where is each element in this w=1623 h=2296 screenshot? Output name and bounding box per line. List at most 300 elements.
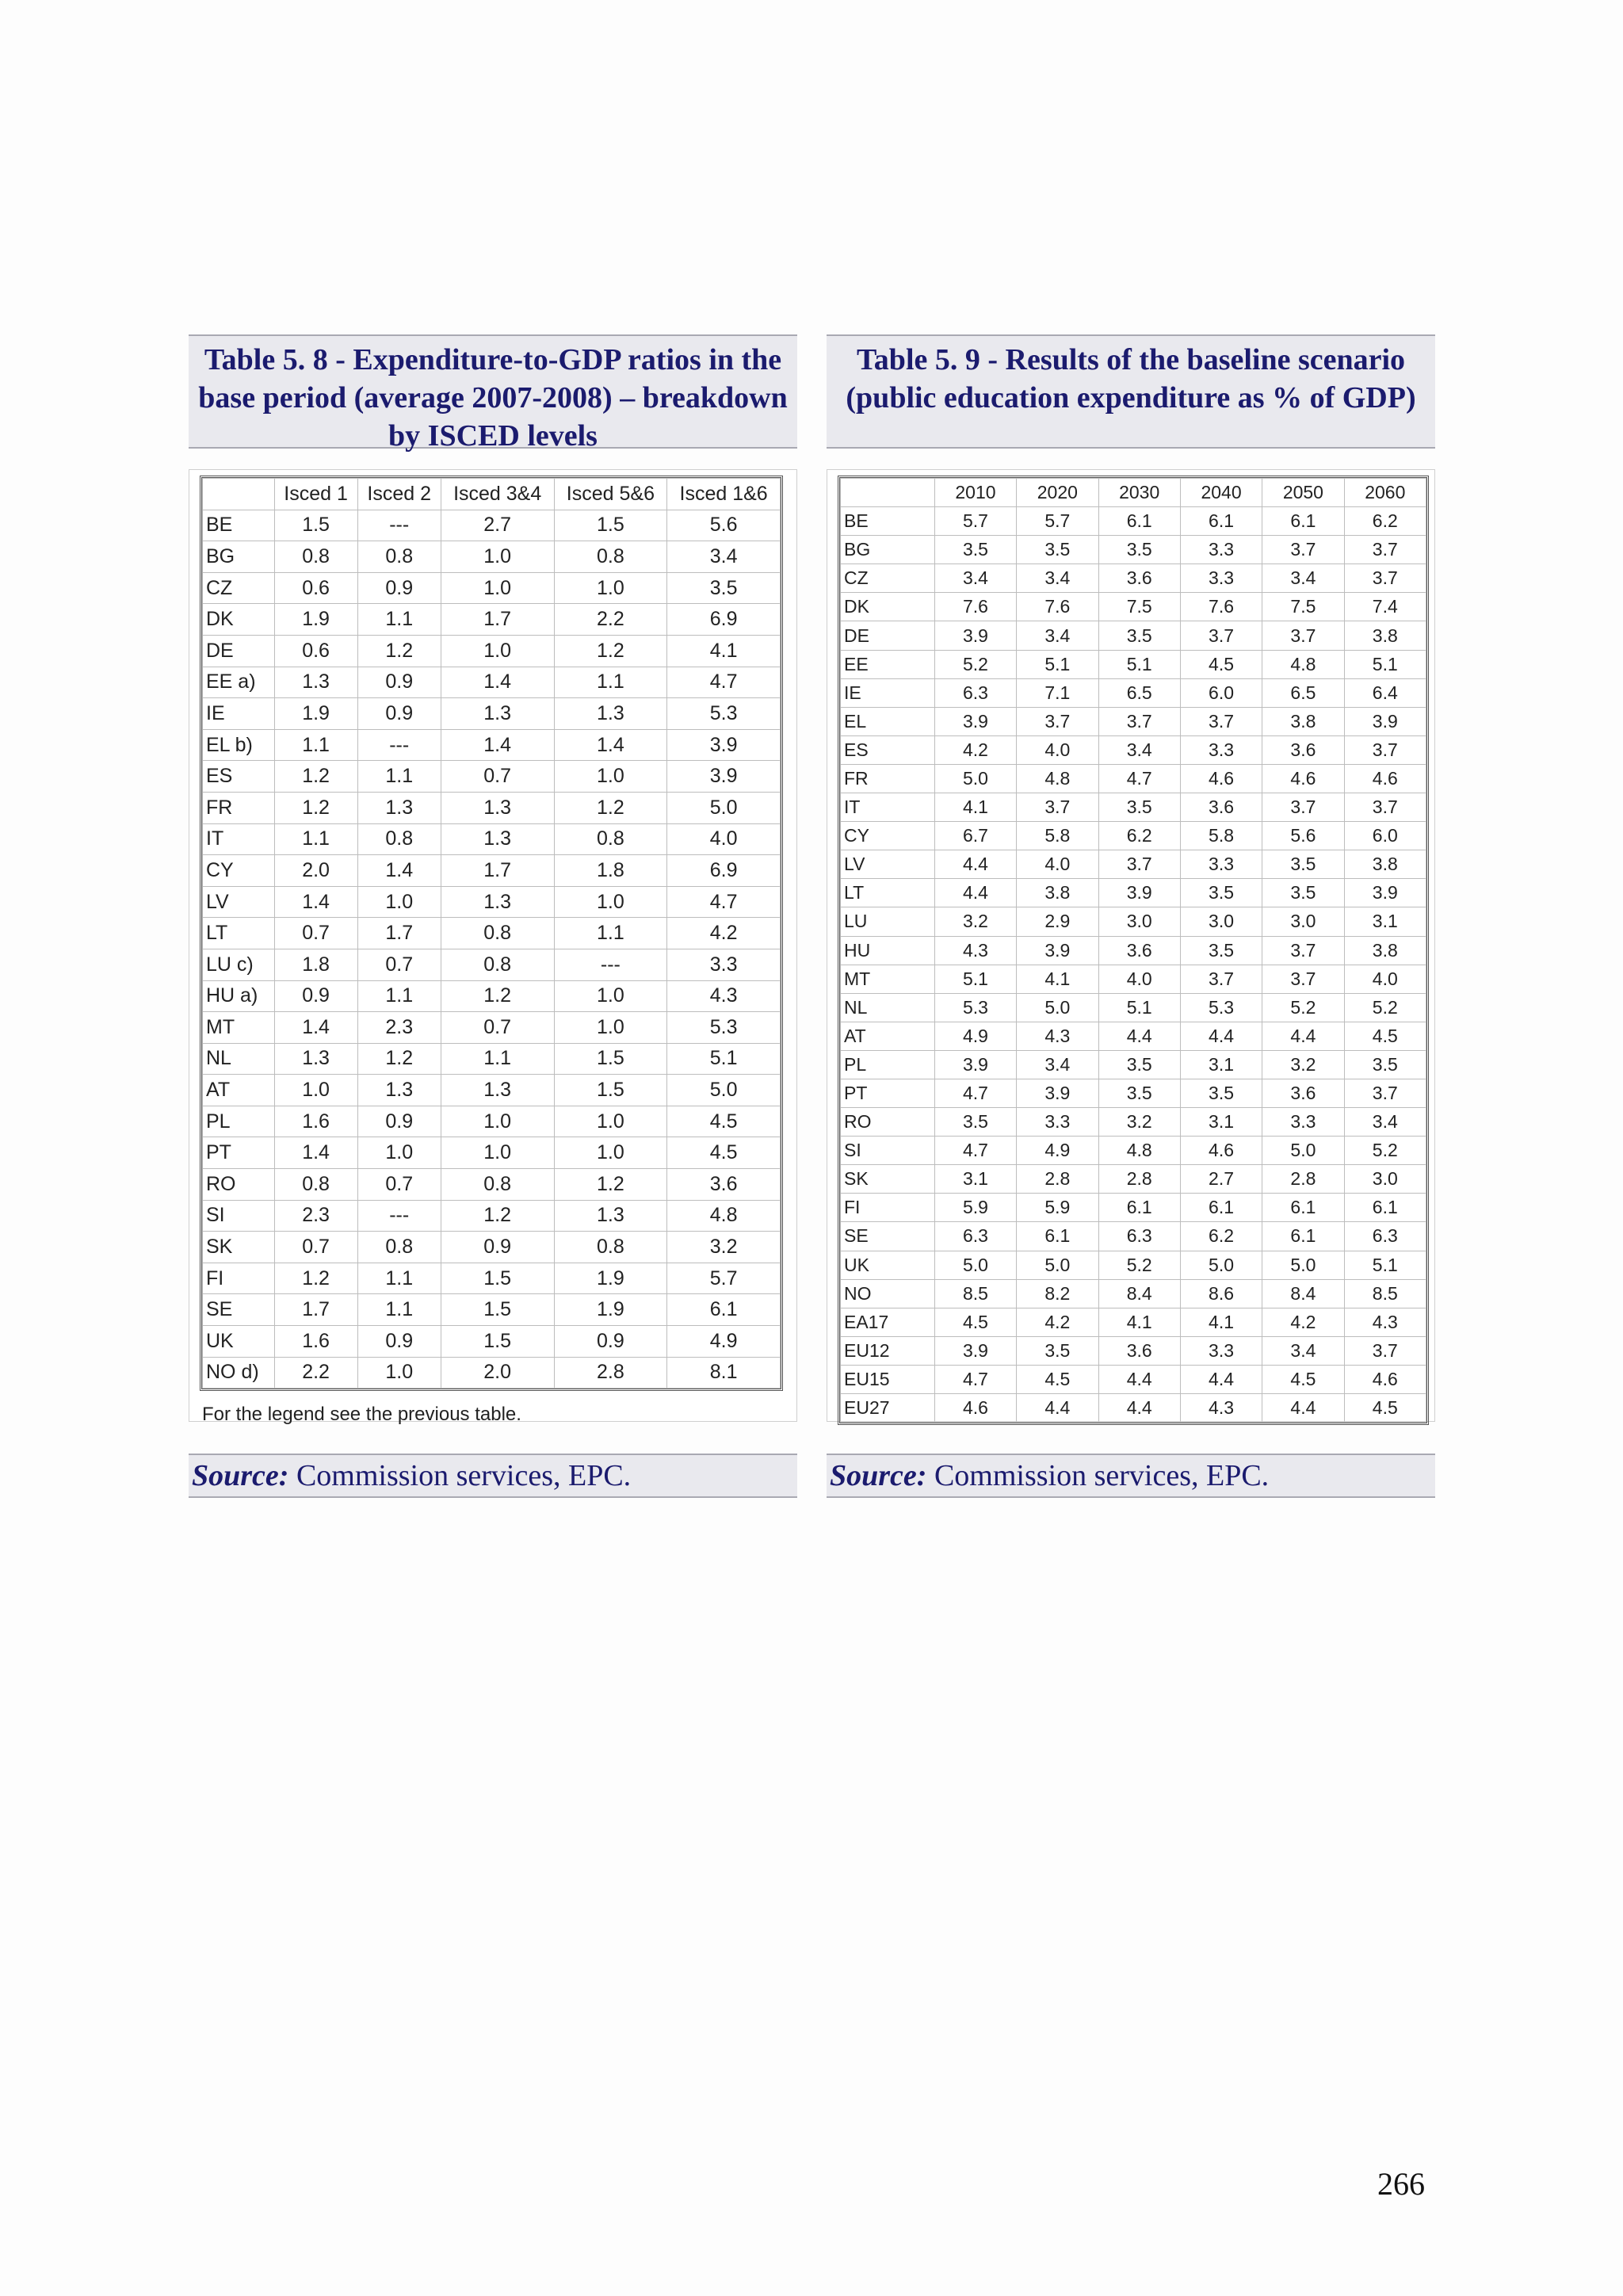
table-row [203, 918, 781, 949]
row-label-cell: FR [841, 764, 935, 793]
value-cell: 3.5 [1262, 879, 1344, 907]
value-cell: 1.5 [554, 1075, 667, 1106]
source-label: Source: [830, 1459, 927, 1492]
value-cell: 5.2 [1344, 1137, 1426, 1165]
value-cell: 4.9 [1017, 1137, 1098, 1165]
value-cell: 6.0 [1344, 822, 1426, 850]
table-row [841, 507, 1426, 536]
value-cell: 3.3 [1180, 1336, 1262, 1365]
value-cell: 5.9 [1017, 1194, 1098, 1222]
row-label-cell: LT [203, 918, 275, 949]
row-label-cell: HU [841, 936, 935, 965]
value-cell: 3.5 [1017, 1336, 1098, 1365]
table-row [203, 541, 781, 573]
row-label-cell: BE [841, 507, 935, 536]
value-cell: 5.3 [1180, 993, 1262, 1022]
table-5-8-source [189, 1454, 797, 1498]
legend-note: For the legend see the previous table. [202, 1404, 521, 1425]
value-cell: 5.6 [1262, 822, 1344, 850]
page-number: 266 [1377, 2166, 1425, 2202]
value-cell: 2.0 [274, 855, 357, 887]
value-cell: 0.8 [441, 949, 554, 980]
value-cell: 2.8 [1262, 1165, 1344, 1194]
value-cell: 0.8 [554, 1232, 667, 1263]
value-cell: 3.1 [1180, 1108, 1262, 1137]
value-cell: 5.7 [667, 1263, 781, 1294]
value-cell: 6.1 [1262, 1222, 1344, 1251]
value-cell: 3.7 [1344, 793, 1426, 822]
table-5-9-frame [827, 469, 1435, 1422]
value-cell: 1.0 [357, 1357, 441, 1389]
value-cell: 1.2 [554, 792, 667, 823]
value-cell: 6.2 [1098, 822, 1180, 850]
value-cell: 1.4 [554, 729, 667, 761]
row-label-cell: UK [841, 1251, 935, 1279]
value-cell: 3.0 [1180, 907, 1262, 936]
value-cell: 3.5 [667, 572, 781, 604]
column-header: Isced 1 [274, 479, 357, 510]
value-cell: 4.1 [1180, 1308, 1262, 1336]
table-5-9-caption: Table 5. 9 - Results of the baseline scenario (public education expenditure as % of GDP) [827, 334, 1435, 449]
value-cell: 2.8 [554, 1357, 667, 1389]
value-cell: 3.9 [934, 707, 1016, 735]
value-cell: 4.7 [934, 1079, 1016, 1107]
column-header: 2010 [934, 479, 1016, 507]
value-cell: 3.8 [1262, 707, 1344, 735]
row-label-cell: MT [841, 965, 935, 993]
row-label-cell: NL [203, 1043, 275, 1075]
value-cell: 2.8 [1098, 1165, 1180, 1194]
table-row [841, 907, 1426, 936]
value-cell: 2.0 [441, 1357, 554, 1389]
value-cell: 3.7 [1017, 707, 1098, 735]
table-5-8 [202, 478, 781, 1389]
value-cell: 5.3 [667, 698, 781, 730]
row-label-cell: EE [841, 650, 935, 678]
value-cell: 1.1 [554, 918, 667, 949]
value-cell: 3.4 [1017, 1050, 1098, 1079]
value-cell: 0.8 [357, 1232, 441, 1263]
value-cell: 6.1 [1180, 507, 1262, 536]
column-header: Isced 3&4 [441, 479, 554, 510]
table-row [841, 936, 1426, 965]
row-label-cell: EU12 [841, 1336, 935, 1365]
value-cell: 1.4 [274, 1012, 357, 1044]
value-cell: 6.1 [1262, 507, 1344, 536]
value-cell: 3.6 [1262, 1079, 1344, 1107]
value-cell: 3.5 [1098, 1050, 1180, 1079]
value-cell: 3.6 [1262, 735, 1344, 764]
column-header: Isced 5&6 [554, 479, 667, 510]
value-cell: 1.9 [274, 698, 357, 730]
value-cell: 3.5 [1180, 936, 1262, 965]
value-cell: 1.4 [441, 667, 554, 698]
value-cell: 5.1 [1344, 650, 1426, 678]
value-cell: 6.1 [1344, 1194, 1426, 1222]
value-cell: 1.9 [554, 1263, 667, 1294]
value-cell: 3.5 [1098, 793, 1180, 822]
value-cell: 3.7 [1098, 850, 1180, 879]
value-cell: 3.2 [1098, 1108, 1180, 1137]
value-cell: 3.5 [1098, 621, 1180, 650]
value-cell: 3.3 [1180, 850, 1262, 879]
table-row [841, 1050, 1426, 1079]
value-cell: 3.0 [1098, 907, 1180, 936]
value-cell: 4.8 [1098, 1137, 1180, 1165]
table-row [203, 635, 781, 667]
value-cell: 1.3 [441, 792, 554, 823]
value-cell: 0.9 [554, 1326, 667, 1358]
value-cell: 3.5 [934, 536, 1016, 564]
value-cell: 5.3 [934, 993, 1016, 1022]
value-cell: 1.3 [274, 1043, 357, 1075]
value-cell: 0.7 [274, 1232, 357, 1263]
value-cell: --- [554, 949, 667, 980]
table-5-8-panel [189, 334, 797, 1425]
row-label-cell: NO [841, 1279, 935, 1308]
value-cell: 2.8 [1017, 1165, 1098, 1194]
row-label-cell: DE [203, 635, 275, 667]
value-cell: 3.3 [667, 949, 781, 980]
row-label-cell: NO d) [203, 1357, 275, 1389]
table-row [203, 761, 781, 793]
table-row [841, 1365, 1426, 1393]
value-cell: 7.5 [1098, 593, 1180, 621]
value-cell: 1.1 [274, 823, 357, 855]
value-cell: 3.9 [1017, 936, 1098, 965]
value-cell: 3.5 [1098, 1079, 1180, 1107]
value-cell: 3.5 [1262, 850, 1344, 879]
value-cell: 3.7 [1262, 621, 1344, 650]
value-cell: --- [357, 1200, 441, 1232]
value-cell: 4.5 [1262, 1365, 1344, 1393]
table-row [203, 1137, 781, 1169]
row-label-cell: DE [841, 621, 935, 650]
value-cell: 0.8 [441, 1169, 554, 1201]
value-cell: 4.3 [1017, 1022, 1098, 1050]
value-cell: 1.7 [441, 855, 554, 887]
value-cell: 2.3 [274, 1200, 357, 1232]
row-label-cell: HU a) [203, 980, 275, 1012]
value-cell: 1.2 [274, 1263, 357, 1294]
table-row [841, 678, 1426, 707]
header-corner-cell [203, 479, 275, 510]
value-cell: 1.3 [554, 698, 667, 730]
row-label-cell: PT [203, 1137, 275, 1169]
column-header: Isced 2 [357, 479, 441, 510]
table-row [841, 1336, 1426, 1365]
value-cell: 3.5 [1098, 536, 1180, 564]
row-label-cell: BE [203, 510, 275, 541]
value-cell: 3.5 [1344, 1050, 1426, 1079]
value-cell: 1.1 [357, 761, 441, 793]
value-cell: 6.9 [667, 604, 781, 636]
value-cell: 6.3 [1344, 1222, 1426, 1251]
value-cell: 4.3 [1180, 1394, 1262, 1423]
value-cell: 2.3 [357, 1012, 441, 1044]
value-cell: 3.7 [1344, 564, 1426, 593]
value-cell: 1.0 [554, 886, 667, 918]
header-corner-cell [841, 479, 935, 507]
value-cell: 3.7 [1098, 707, 1180, 735]
table-5-9-source [827, 1454, 1435, 1498]
table-row [203, 604, 781, 636]
table-row [841, 1194, 1426, 1222]
value-cell: 3.0 [1344, 1165, 1426, 1194]
table-row [841, 1079, 1426, 1107]
table-row [203, 1263, 781, 1294]
row-label-cell: DK [203, 604, 275, 636]
row-label-cell: PL [841, 1050, 935, 1079]
table-row [841, 1279, 1426, 1308]
value-cell: 5.0 [1262, 1137, 1344, 1165]
value-cell: 3.7 [1180, 707, 1262, 735]
value-cell: 3.2 [667, 1232, 781, 1263]
value-cell: 3.3 [1180, 536, 1262, 564]
value-cell: 4.0 [1017, 850, 1098, 879]
value-cell: 4.6 [934, 1394, 1016, 1423]
row-label-cell: IE [203, 698, 275, 730]
value-cell: 1.5 [441, 1263, 554, 1294]
table-row [203, 1169, 781, 1201]
value-cell: 1.8 [274, 949, 357, 980]
value-cell: 0.7 [357, 949, 441, 980]
value-cell: 3.9 [1098, 879, 1180, 907]
value-cell: 7.4 [1344, 593, 1426, 621]
value-cell: 5.8 [1017, 822, 1098, 850]
table-5-9 [840, 478, 1426, 1423]
value-cell: 0.8 [357, 823, 441, 855]
value-cell: 6.1 [1262, 1194, 1344, 1222]
value-cell: 3.7 [1180, 621, 1262, 650]
table-row [841, 536, 1426, 564]
row-label-cell: LU [841, 907, 935, 936]
value-cell: 4.4 [1180, 1365, 1262, 1393]
value-cell: 3.4 [1344, 1108, 1426, 1137]
row-label-cell: RO [203, 1169, 275, 1201]
value-cell: 3.7 [1344, 1336, 1426, 1365]
value-cell: 5.0 [1017, 1251, 1098, 1279]
value-cell: 1.5 [554, 1043, 667, 1075]
table-row [841, 1022, 1426, 1050]
value-cell: 3.5 [1180, 1079, 1262, 1107]
value-cell: 1.3 [441, 823, 554, 855]
value-cell: 1.8 [554, 855, 667, 887]
value-cell: 5.1 [934, 965, 1016, 993]
value-cell: 4.4 [1180, 1022, 1262, 1050]
value-cell: 4.5 [667, 1137, 781, 1169]
value-cell: 4.9 [667, 1326, 781, 1358]
value-cell: 4.0 [667, 823, 781, 855]
value-cell: 5.2 [1098, 1251, 1180, 1279]
value-cell: 4.5 [1344, 1394, 1426, 1423]
value-cell: 4.8 [1262, 650, 1344, 678]
value-cell: 5.7 [1017, 507, 1098, 536]
table-row [841, 621, 1426, 650]
value-cell: 5.0 [934, 764, 1016, 793]
value-cell: 4.4 [1017, 1394, 1098, 1423]
value-cell: 4.3 [934, 936, 1016, 965]
row-label-cell: CZ [841, 564, 935, 593]
value-cell: 4.4 [1098, 1394, 1180, 1423]
table-row [203, 1043, 781, 1075]
value-cell: 1.0 [554, 761, 667, 793]
value-cell: 1.0 [554, 1012, 667, 1044]
value-cell: 4.7 [667, 886, 781, 918]
table-row [203, 572, 781, 604]
table-row [841, 1108, 1426, 1137]
value-cell: 3.9 [934, 1050, 1016, 1079]
value-cell: 6.5 [1098, 678, 1180, 707]
value-cell: 6.3 [934, 678, 1016, 707]
table-5-8-caption: Table 5. 8 - Expenditure-to-GDP ratios in the base period (average 2007-2008) – breakdown by ISCED levels [189, 334, 797, 449]
table-row [203, 980, 781, 1012]
table-header-row [841, 479, 1426, 507]
row-label-cell: RO [841, 1108, 935, 1137]
row-label-cell: BG [841, 536, 935, 564]
row-label-cell: FI [841, 1194, 935, 1222]
value-cell: 4.9 [934, 1022, 1016, 1050]
table-row [203, 1200, 781, 1232]
value-cell: 4.6 [1262, 764, 1344, 793]
value-cell: 6.2 [1344, 507, 1426, 536]
value-cell: 3.4 [1017, 564, 1098, 593]
value-cell: 3.4 [934, 564, 1016, 593]
value-cell: 4.2 [667, 918, 781, 949]
table-row [203, 510, 781, 541]
table-row [203, 698, 781, 730]
value-cell: 3.6 [1098, 564, 1180, 593]
value-cell: 0.8 [441, 918, 554, 949]
table-5-9-panel [827, 334, 1435, 1419]
table-row [203, 667, 781, 698]
value-cell: 4.2 [1262, 1308, 1344, 1336]
source-text: Commission services, EPC. [288, 1459, 632, 1492]
value-cell: 6.2 [1180, 1222, 1262, 1251]
row-label-cell: LV [203, 886, 275, 918]
value-cell: 3.1 [1180, 1050, 1262, 1079]
row-label-cell: AT [841, 1022, 935, 1050]
table-row [841, 593, 1426, 621]
value-cell: 6.1 [1098, 1194, 1180, 1222]
row-label-cell: EU27 [841, 1394, 935, 1423]
column-header: 2020 [1017, 479, 1098, 507]
value-cell: 5.7 [934, 507, 1016, 536]
table-row [841, 993, 1426, 1022]
value-cell: 4.4 [934, 850, 1016, 879]
value-cell: 3.7 [1180, 965, 1262, 993]
value-cell: 4.5 [934, 1308, 1016, 1336]
value-cell: 3.1 [934, 1165, 1016, 1194]
value-cell: 1.0 [357, 1137, 441, 1169]
value-cell: 3.3 [1017, 1108, 1098, 1137]
value-cell: 1.7 [357, 918, 441, 949]
value-cell: 4.3 [1344, 1308, 1426, 1336]
value-cell: 1.7 [441, 604, 554, 636]
value-cell: 1.4 [441, 729, 554, 761]
table-row [203, 729, 781, 761]
value-cell: 4.4 [1262, 1394, 1344, 1423]
value-cell: 4.6 [1180, 1137, 1262, 1165]
value-cell: 4.1 [934, 793, 1016, 822]
value-cell: 0.8 [554, 541, 667, 573]
value-cell: 5.9 [934, 1194, 1016, 1222]
table-row [841, 564, 1426, 593]
value-cell: 3.1 [1344, 907, 1426, 936]
table-row [203, 855, 781, 887]
value-cell: 3.7 [1344, 536, 1426, 564]
value-cell: 1.3 [274, 667, 357, 698]
value-cell: 3.7 [1262, 793, 1344, 822]
value-cell: 1.4 [274, 886, 357, 918]
value-cell: 3.3 [1262, 1108, 1344, 1137]
value-cell: 3.7 [1344, 735, 1426, 764]
row-label-cell: SI [203, 1200, 275, 1232]
value-cell: 3.4 [667, 541, 781, 573]
row-label-cell: FI [203, 1263, 275, 1294]
table-row [203, 886, 781, 918]
value-cell: 1.2 [441, 1200, 554, 1232]
row-label-cell: CZ [203, 572, 275, 604]
value-cell: 0.8 [554, 823, 667, 855]
table-row [841, 1137, 1426, 1165]
row-label-cell: SE [203, 1294, 275, 1326]
value-cell: 4.1 [1098, 1308, 1180, 1336]
value-cell: 1.4 [357, 855, 441, 887]
row-label-cell: SK [841, 1165, 935, 1194]
row-label-cell: ES [203, 761, 275, 793]
value-cell: 6.4 [1344, 678, 1426, 707]
value-cell: 4.7 [934, 1365, 1016, 1393]
value-cell: 8.6 [1180, 1279, 1262, 1308]
value-cell: 1.5 [274, 510, 357, 541]
column-header: 2040 [1180, 479, 1262, 507]
row-label-cell: MT [203, 1012, 275, 1044]
value-cell: 0.8 [274, 1169, 357, 1201]
value-cell: 7.6 [1017, 593, 1098, 621]
value-cell: 4.1 [667, 635, 781, 667]
value-cell: 3.2 [934, 907, 1016, 936]
row-label-cell: SI [841, 1137, 935, 1165]
value-cell: 1.3 [441, 886, 554, 918]
value-cell: 1.0 [441, 572, 554, 604]
table-row [841, 707, 1426, 735]
value-cell: 4.3 [667, 980, 781, 1012]
table-row [203, 1294, 781, 1326]
value-cell: 3.6 [667, 1169, 781, 1201]
value-cell: 0.9 [357, 667, 441, 698]
value-cell: 1.1 [357, 980, 441, 1012]
value-cell: 3.4 [1262, 1336, 1344, 1365]
value-cell: 1.7 [274, 1294, 357, 1326]
value-cell: 1.2 [274, 761, 357, 793]
table-row [203, 1357, 781, 1389]
value-cell: 4.1 [1017, 965, 1098, 993]
value-cell: 3.4 [1262, 564, 1344, 593]
value-cell: 1.0 [274, 1075, 357, 1106]
value-cell: 6.1 [1098, 507, 1180, 536]
value-cell: 4.4 [1098, 1022, 1180, 1050]
value-cell: 6.0 [1180, 678, 1262, 707]
value-cell: 5.0 [934, 1251, 1016, 1279]
value-cell: 5.2 [1262, 993, 1344, 1022]
value-cell: 3.7 [1262, 936, 1344, 965]
table-row [203, 1326, 781, 1358]
row-label-cell: FR [203, 792, 275, 823]
value-cell: 3.3 [1180, 735, 1262, 764]
row-label-cell: EL b) [203, 729, 275, 761]
row-label-cell: BG [203, 541, 275, 573]
